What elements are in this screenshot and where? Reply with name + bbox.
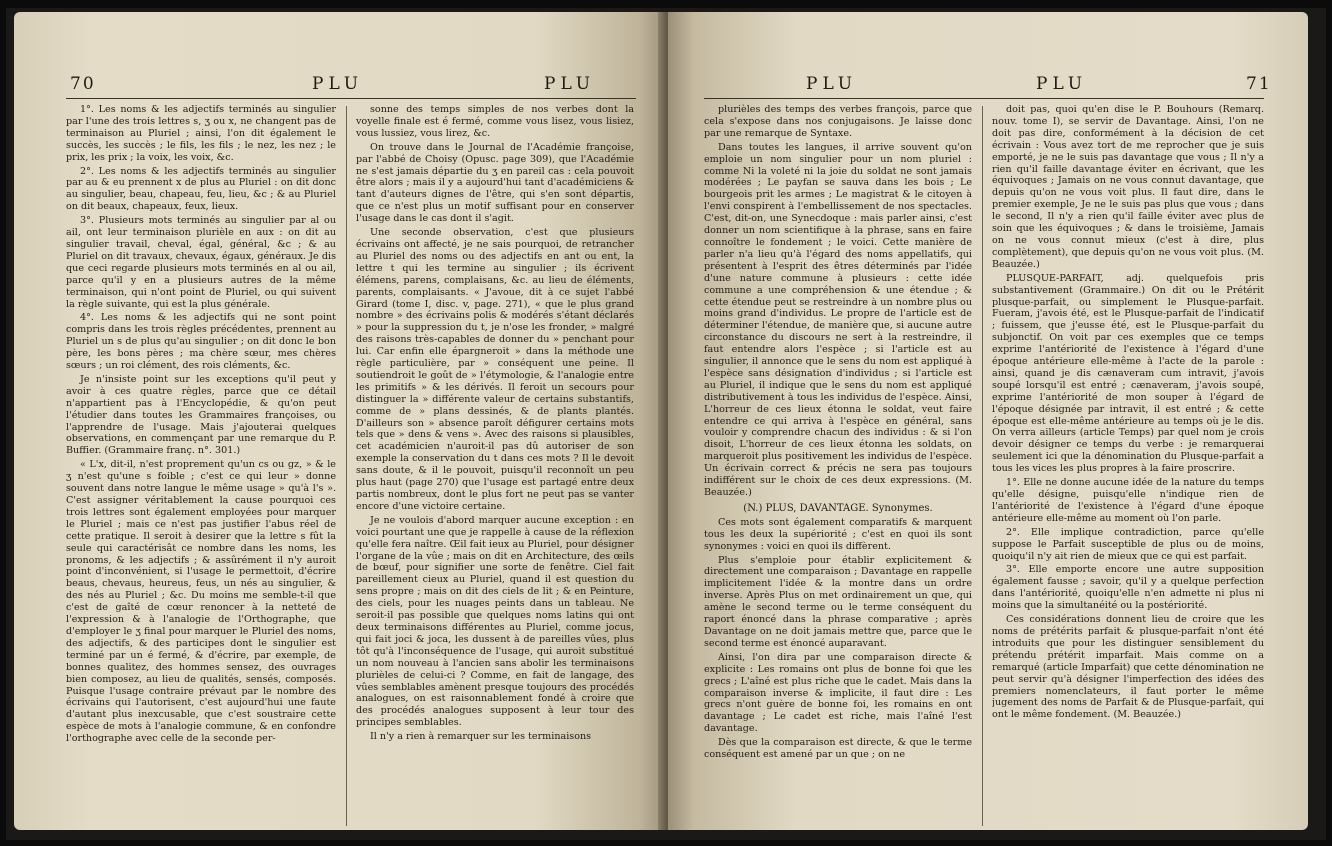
paragraph: On trouve dans le Journal de l'Académie françoise, par l'abbé de Choisy (Opusc. page 309), que l'Académie ne s'est jamais départie du ʒ en pareil cas : cela pouvoit être alors ; mais il y a aujourd'hui tant d'académiciens & tant d'auteurs dignes de l'être, qui s'en sont départis, que ce n'est plus un motif suffisant pour en conserver l'usage dans le cas dont il s'agit.	[356, 141, 634, 225]
paragraph: 2°. Les noms & les adjectifs terminés au singulier par au & eu prennent x de plus au Pluriel : on dit donc au singulier, beau, chapeau, feu, lieu, &c ; & au Pluriel on dit beaux, chapeaux, feux, lieux.	[66, 165, 336, 213]
running-head-right-col1: PLU	[806, 74, 858, 94]
paragraph: Dès que la comparaison est directe, & que le terme conséquent est amené par un que ; on ne	[704, 737, 972, 761]
paragraph: Il n'y a rien à remarquer sur les terminaisons	[370, 731, 592, 743]
paragraph: plurièles des temps des verbes françois, parce que cela s'expose dans nos conjugaisons. Je laisse donc par une remarque de Syntaxe.	[704, 104, 972, 139]
right-column-1	[704, 104, 972, 822]
page-number-right: 71	[1246, 74, 1272, 94]
paragraph: PLUSQUE-PARFAIT, adj. quelquefois pris substantivement (Grammaire.) On dit ou le Prétérit plusque-parfait, ou simplement le Plusque-parfait. Fueram, j'avois été, est le Plusque-parfait de l'indicatif ; fuissem, que j'eusse été, est le Plusque-parfait du subjonctif. On voit par ces exemples que ce temps exprime l'antériorité de l'existence à l'égard d'une époque antérieure elle-même à l'acte de la parole : ainsi, quand je dis cænaveram cum intravit, j'avois soupé lorsqu'il est entré ; cænaveram, j'avois soupé, exprime l'antériorité de mon souper à l'égard de l'époque désignée par intravit, il est entré ; & cette époque est elle-même antérieure au temps où je le dis. On verra ailleurs (article Temps) par quel nom je crois devoir désigner ce temps du verbe : je remarquerai seulement ici que la dénomination du Plusque-parfait a tous les vices les plus propres à la faire proscrire.	[992, 272, 1264, 475]
left-column-1	[66, 104, 336, 822]
paragraph: Une seconde observation, c'est que plusieurs écrivains ont affecté, je ne sais pourquoi, de retrancher au Pluriel des noms ou des adjectifs en ant ou ent, la lettre t qui les termine au singulier ; ils écrivent élémens, parens, complaisans, &c. au lieu de éléments, parents, complaisants. « J'avoue, dit à ce sujet l'abbé Girard (tome I, disc. v, page. 271), « que le plus grand nombre » des écrivains polis & modérés s'étant déclarés » pour la suppression du t, je n'ose les fronder, » malgré des raisons très-capables de donner du » penchant pour lui. Car enfin elle épargneroit » dans la méthode une règle particulière, par » conséquent une peine. Il soutiendroit le goût de » l'étymologie, & l'analogie entre les primitifs » & les dérivés. Il feroit un secours pour distinguer la » différente valeur de certains substantifs, comme de » plans dessinés, & de plants plantés. D'ailleurs son » absence paroît défigurer certains mots tels que » dens & vens ». Avec des raisons si plausibles, cet académicien n'auroit-il pas dû autoriser de son exemple la conservation du t dans ces mots ? Il le devoit sans doute, & il le pouvoit, puisqu'il reconnoît un peu plus haut (page 270) que l'usage est partagé entre deux partis nombreux, dont le plus fort ne peut pas se vanter encore d'une victoire certaine.	[356, 227, 634, 512]
header-rule	[66, 98, 636, 99]
header-rule	[704, 98, 1264, 99]
left-column-2	[356, 104, 634, 822]
paragraph: 1°. Les noms & les adjectifs terminés au singulier par l'une des trois lettres s, ʒ ou x, ne changent pas de terminaison au Pluriel ; ainsi, l'on dit également le succès, les succès ; le fils, les fils ; le nez, les nez ; le prix, les prix ; la voix, les voix, &c.	[66, 104, 336, 163]
paragraph: Ainsi, l'on dira par une comparaison directe & explicite : Les romains ont plus de bonne foi que les grecs ; L'aîné est plus riche que le cadet. Mais dans la comparaison inverse & implicite, il faut dire : Les grecs n'ont guère de bonne foi, les romains en ont davantage ; Le cadet est riche, mais l'aîné l'est davantage.	[704, 651, 972, 735]
paragraph: 3°. Plusieurs mots terminés au singulier par al ou ail, ont leur terminaison plurièle en aux : on dit au singulier travail, cheval, égal, général, &c ; & au Pluriel on dit travaux, chevaux, égaux, généraux. Je dis que ceci regarde plusieurs mots terminés en al ou ail, parce qu'il y en a plusieurs autres de la même terminaison, qui n'ont point de Pluriel, ou qui suivent la règle suivante, qui est la plus générale.	[66, 215, 336, 310]
paragraph: Plus s'emploie pour établir explicitement & directement une comparaison ; Davantage en rappelle implicitement l'idée & la montre dans un ordre inverse. Après Plus on met ordinairement un que, qui amène le second terme ou le terme conséquent du raport énoncé dans la phrase comparative ; après Davantage on ne doit jamais mettre que, parce que le second terme est énoncé auparavant.	[704, 554, 972, 649]
page-number-left: 70	[70, 74, 96, 94]
paragraph: (N.) PLUS, DAVANTAGE. Synonymes.	[743, 502, 933, 514]
paragraph: « L'x, dit-il, n'est proprement qu'un cs ou gz, » & le ʒ n'est qu'une s foible ; c'est ce qui leur » donne souvent dans notre langue le même usage » qu'à l's ». C'est assigner véritablement la cause pourquoi ces trois lettres sont également employées pour marquer le Pluriel ; mais ce n'est pas justifier l'abus réel de cette pratique. Il seroit à desirer que la lettre s fût la seule qui caractérisât ce nombre dans les noms, les pronoms, & les adjectifs ; & assûrément il n'y auroit point d'inconvénient, si l'usage le permettoit, d'écrire beaus, chevaus, heureus, feus, un nés au singulier, & des nés au Pluriel ; &c. Du moins me semble-t-il que c'est de gaîté de cœur renoncer à la netteté de l'expression & à l'analogie de l'Orthographe, que d'employer le ʒ final pour marquer le Pluriel des noms, des adjectifs, & des participes dont le singulier est terminé par un é fermé, & d'écrire, par exemple, de bonnes qualitez, des hommes sensez, des ouvrages bien composez, au lieu de qualités, sensés, composés. Puisque l'usage contraire prévaut par le nombre des écrivains qui l'autorisent, c'est aujourd'hui une faute d'autant plus inexcusable, que c'est soustraire cette espèce de mots à l'analogie commune, & en confondre l'orthographe avec celle de la seconde per-	[66, 459, 336, 745]
paragraph: 4°. Les noms & les adjectifs qui ne sont point compris dans les trois règles précédentes, prennent au Pluriel un s de plus qu'au singulier ; on dit donc le bon père, les bons pères ; ma chère sœur, mes chères sœurs ; un roi clément, des rois cléments, &c.	[66, 312, 336, 372]
paragraph: sonne des temps simples de nos verbes dont la voyelle finale est é fermé, comme vous lisez, vous lisiez, vous lussiez, vous lirez, &c.	[356, 104, 634, 139]
paragraph: Je ne voulois d'abord marquer aucune exception : en voici pourtant une que je rappelle à cause de la réflexion qu'elle fera naître. Œil fait ieux au Pluriel, pour désigner l'organe de la vûe ; mais on dit en Architecture, des œils de bœuf, pour signifier une sorte de fenêtre. Ciel fait pareillement cieux au Pluriel, quand il est question du sens propre ; mais on dit des ciels de lit ; & en Peinture, des ciels, pour les nuages peints dans un tableau. Ne seroit-il pas possible que quelques noms latins qui ont deux terminaisons différentes au Pluriel, comme jocus, qui fait joci & joca, les dussent à de pareilles vûes, plus tôt qu'à l'inconséquence de l'usage, qui auroit substitué un nom nouveau à l'ancien sans abolir les terminaisons plurièles de celui-ci ? Comme, en fait de langage, des vûes semblables amènent presque toujours des procédés analogues, on est raisonnablement fondé à croire que des procédés analogues supposent à leur tour des principes semblables.	[356, 514, 634, 729]
right-column-2	[992, 104, 1264, 822]
paragraph: Ces mots sont également comparatifs & marquent tous les deux la supériorité ; c'est en quoi ils sont synonymes : voici en quoi ils diffèrent.	[704, 516, 972, 552]
running-head-right-col2: PLU	[1036, 74, 1088, 94]
paragraph: doit pas, quoi qu'en dise le P. Bouhours (Remarq. nouv. tome I), se servir de Davantage. Ainsi, l'on ne doit pas dire, conformément à la décision de cet écrivain : Vous avez tort de me reprocher que je suis emporté, je ne le suis pas davantage que vous ; Il n'y a rien qu'il faille davantage éviter en écrivant, que les équivoques ; Jamais on ne vous connut davantage, que depuis qu'on ne vous voit plus. Il faut dire, dans le premier exemple, Je ne le suis pas plus que vous ; dans le second, Il n'y a rien qu'il faille éviter avec plus de soin que les équivoques ; & dans le troisième, Jamais on ne vous connut mieux (c'est à dire, plus complètement), que depuis qu'on ne vous voit plus. (M. Beauzée.)	[992, 104, 1264, 270]
left-page	[14, 12, 666, 830]
running-head-left-col2: PLU	[544, 74, 596, 94]
paragraph: 2°. Elle implique contradiction, parce qu'elle suppose le Parfait susceptible de plus ou de moins, quoiqu'il n'y ait rien de mieux que ce qui est parfait.	[992, 526, 1264, 562]
right-page	[668, 12, 1308, 830]
paragraph: Je n'insiste point sur les exceptions qu'il peut y avoir à ces quatre règles, parce que ce détail n'appartient pas à l'Encyclopédie, & qu'on peut l'étudier dans toutes les Grammaires françoises, ou l'apprendre de l'usage. Mais j'ajouterai quelques observations, en commençant par une remarque du P. Buffier. (Grammaire franç. n°. 301.)	[66, 373, 336, 457]
column-divider	[982, 106, 983, 826]
paragraph: Ces considérations donnent lieu de croire que les noms de prétérits parfait & plusque-parfait n'ont été introduits que pour les distinguer sensiblement du prétendu prétérit imparfait. Mais comme on a remarqué (article Imparfait) que cette dénomination ne peut servir qu'à désigner l'imperfection des idées des premiers nomenclateurs, il faut porter le même jugement des noms de Parfait & de Plusque-parfait, qui ont le même fondement. (M. Beauzée.)	[992, 614, 1264, 721]
column-divider	[346, 106, 347, 826]
paragraph: Dans toutes les langues, il arrive souvent qu'on emploie un nom singulier pour un nom pluriel : comme Ni la voleté ni la joie du soldat ne sont jamais modérées ; Le payfan se sauva dans les bois ; Le bourgeois prit les armes ; Le magistrat & le citoyen à l'envi conspirent à l'embellissement de nos spectacles. C'est, dit-on, une Synecdoque : mais parler ainsi, c'est donner un nom scientifique à la phrase, sans en faire connoître le fondement ; le voici. Cette manière de parler n'a lieu qu'à l'égard des noms appellatifs, qui présentent à l'esprit des êtres déterminés par l'idée d'une nature commune à plusieurs : cette idée commune a une compréhension & une étendue ; & cette étendue peut se restreindre à un nombre plus ou moins grand d'individus. Le propre de l'article est de déterminer l'étendue, de manière que, si aucune autre circonstance du discours ne sert à la restreindre, il faut entendre alors l'espèce ; si l'article est au singulier, il annonce que le sens du nom est appliqué à l'espèce sans désignation d'individus ; si l'article est au Pluriel, il indique que le sens du nom est appliqué distributivement à tous les individus de l'espèce. Ainsi, L'horreur de ces lieux étonna le soldat, veut faire entendre ce qui arriva à l'espèce en général, sans vouloir y comprendre chacun des individus : & si l'on disoit, L'horreur de ces lieux étonna les soldats, on marqueroit plus positivement les individus de l'espèce. Un écrivain correct & précis ne sera pas toujours indifférent sur le choix de ces deux expressions. (M. Beauzée.)	[704, 141, 972, 498]
paragraph: 1°. Elle ne donne aucune idée de la nature du temps qu'elle désigne, puisqu'elle n'indique rien de l'antériorité de l'existence à l'égard d'une époque antérieure elle-même au moment où l'on parle.	[992, 477, 1264, 524]
paragraph: 3°. Elle emporte encore une autre supposition également fausse ; savoir, qu'il y a quelque perfection dans l'antériorité, quoiqu'elle n'en admette ni plus ni moins que la simultanéité ou la postériorité.	[992, 564, 1264, 612]
running-head-left-col1: PLU	[312, 74, 364, 94]
